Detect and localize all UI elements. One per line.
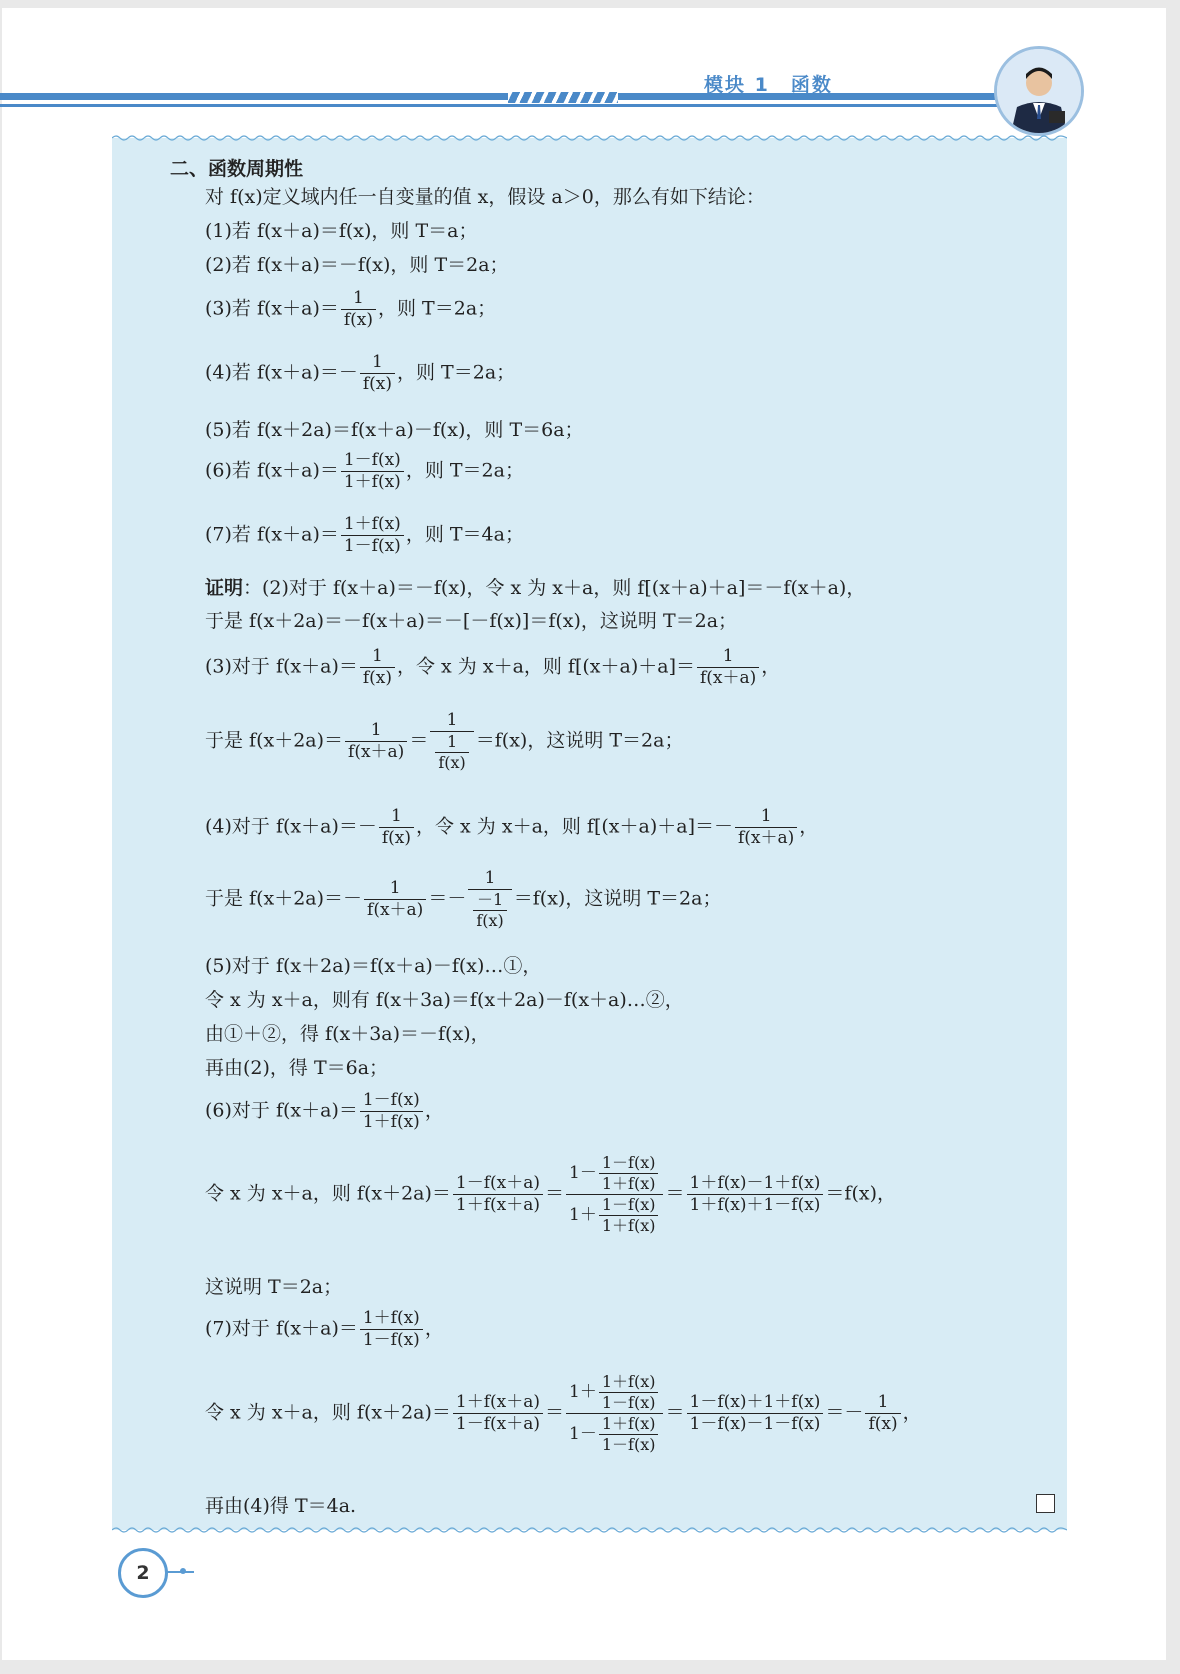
- proof-5-line-4: 再由(2)，得 T＝6a；: [205, 1057, 389, 1079]
- rule-4-rhs: ，则 T＝2a；: [397, 361, 516, 384]
- numerator: －1: [476, 890, 504, 909]
- denominator: f(x): [360, 373, 395, 393]
- numerator: [566, 1155, 663, 1194]
- compound-fraction: [566, 1374, 663, 1453]
- rule-3-rhs: ，则 T＝2a；: [378, 297, 497, 320]
- text: ＝f(x)，这说明 T＝2a；: [475, 729, 684, 752]
- denominator: 1－f(x＋a): [453, 1413, 543, 1433]
- proof-7-line-3: 再由(4)得 T＝4a.: [205, 1495, 357, 1517]
- proof-label: 证明: [205, 577, 244, 599]
- fraction: [687, 1175, 824, 1214]
- numerator: 1＋f(x): [362, 1308, 420, 1328]
- fraction: [345, 722, 407, 761]
- numerator: 1: [372, 646, 383, 666]
- fraction: [453, 1394, 543, 1433]
- denominator: f(x＋a): [735, 827, 797, 847]
- rule-1: (1)若 f(x＋a)＝f(x)，则 T＝a；: [205, 220, 478, 242]
- denominator: f(x): [341, 309, 376, 329]
- section-title: 二、函数周期性: [170, 158, 304, 180]
- text: 1＋: [569, 1382, 597, 1402]
- text: ，: [424, 1099, 444, 1122]
- rule-7: [205, 516, 524, 555]
- text: ＝: [545, 1182, 565, 1205]
- numerator: 1: [722, 646, 734, 666]
- fraction: [360, 1310, 423, 1349]
- text: ＝: [545, 1401, 565, 1424]
- proof-6-line-2: [205, 1155, 896, 1234]
- fraction: [865, 1394, 900, 1433]
- rule-4: [205, 354, 515, 393]
- fraction: [341, 452, 404, 491]
- wave-divider-bottom: [112, 1526, 1067, 1534]
- page-number-dot: [180, 1568, 186, 1574]
- text: 1＋: [569, 1205, 597, 1225]
- denominator: [468, 889, 511, 929]
- text: ，: [424, 1317, 444, 1340]
- text: (6)对于 f(x＋a)＝: [205, 1099, 358, 1122]
- denominator: 1＋f(x): [599, 1215, 659, 1234]
- numerator: 1＋f(x): [601, 1414, 656, 1433]
- denominator: [430, 731, 473, 771]
- denominator: 1－f(x): [599, 1434, 659, 1453]
- fraction: [360, 1092, 423, 1131]
- text: ，令 x 为 x＋a，则 f[(x＋a)＋a]＝: [397, 655, 695, 678]
- fraction: [599, 1197, 659, 1234]
- rule-6: [205, 452, 524, 491]
- text: 1－: [569, 1424, 597, 1444]
- proof-7-line-2: [205, 1374, 922, 1453]
- text: (4)对于 f(x＋a)＝－: [205, 815, 377, 838]
- text: ＝: [665, 1182, 685, 1205]
- text: ，: [761, 655, 781, 678]
- text: ＝－: [428, 887, 467, 910]
- denominator: 1＋f(x): [341, 471, 404, 491]
- wave-divider-top: [112, 134, 1067, 142]
- denominator: f(x): [379, 827, 414, 847]
- text: ＝: [409, 729, 429, 752]
- fraction: [435, 734, 468, 771]
- rule-4-lhs: (4)若 f(x＋a)＝－: [205, 361, 358, 384]
- numerator: 1: [391, 806, 402, 826]
- denominator: f(x＋a): [345, 741, 407, 761]
- fraction: [341, 290, 376, 329]
- fraction: [599, 1374, 659, 1411]
- text: ＝: [665, 1401, 685, 1424]
- fraction: [341, 516, 404, 555]
- numerator: 1: [372, 352, 383, 372]
- proof-7-line-1: [205, 1310, 444, 1349]
- fraction: [364, 880, 426, 919]
- rule-6-rhs: ，则 T＝2a；: [405, 459, 524, 482]
- denominator: [566, 1194, 663, 1234]
- rule-7-lhs: (7)若 f(x＋a)＝: [205, 523, 339, 546]
- denominator: f(x): [360, 667, 395, 687]
- numerator: 1: [446, 710, 458, 730]
- numerator: 1－f(x): [601, 1153, 656, 1172]
- rule-2: (2)若 f(x＋a)＝－f(x)，则 T＝2a；: [205, 254, 509, 276]
- proof-6-line-3: 这说明 T＝2a；: [205, 1276, 343, 1298]
- numerator: 1＋f(x): [601, 1372, 656, 1391]
- proof-3-line-2: [205, 712, 683, 771]
- intro-text: 对 f(x)定义域内任一自变量的值 x，假设 a＞0，那么有如下结论：: [205, 186, 765, 208]
- fraction: [599, 1416, 659, 1453]
- denominator: f(x＋a): [364, 899, 426, 919]
- proof-5-line-2: 令 x 为 x＋a，则有 f(x＋3a)＝f(x＋2a)－f(x＋a)…②，: [205, 989, 684, 1011]
- proof-6-line-1: [205, 1092, 444, 1131]
- numerator: 1－f(x): [362, 1090, 420, 1110]
- numerator: 1: [484, 868, 496, 888]
- numerator: 1－f(x): [343, 450, 401, 470]
- denominator: 1－f(x): [599, 1392, 659, 1411]
- person-icon: [997, 49, 1081, 133]
- denominator: f(x): [435, 752, 468, 771]
- denominator: 1＋f(x): [599, 1173, 659, 1192]
- text: 令 x 为 x＋a，则 f(x＋2a)＝: [205, 1182, 451, 1205]
- denominator: [566, 1413, 663, 1453]
- proof-2-line-1: [205, 579, 865, 598]
- text: ＝f(x)，这说明 T＝2a；: [513, 887, 722, 910]
- compound-fraction: [468, 870, 511, 929]
- proof-5-line-1: (5)对于 f(x＋2a)＝f(x＋a)－f(x)…①，: [205, 955, 542, 977]
- proof-4-line-2: [205, 870, 721, 929]
- text: ＝f(x)，: [825, 1182, 896, 1205]
- fraction: [379, 808, 414, 847]
- numerator: 1＋f(x＋a): [455, 1392, 541, 1412]
- denominator: f(x): [865, 1413, 900, 1433]
- text: ，令 x 为 x＋a，则 f[(x＋a)＋a]＝－: [416, 815, 733, 838]
- qed-box-icon: [1036, 1494, 1055, 1513]
- fraction: [360, 648, 395, 687]
- compound-fraction: [430, 712, 473, 771]
- header-rule-thin: [0, 104, 1080, 107]
- denominator: 1＋f(x): [360, 1111, 423, 1131]
- numerator: 1－f(x)＋1＋f(x): [689, 1392, 821, 1412]
- text: ，: [799, 815, 819, 838]
- numerator: [566, 1374, 663, 1413]
- numerator: 1: [389, 878, 401, 898]
- numerator: 1: [877, 1392, 889, 1412]
- text: (7)对于 f(x＋a)＝: [205, 1317, 358, 1340]
- numerator: 1: [760, 806, 772, 826]
- numerator: 1: [370, 720, 382, 740]
- compound-fraction: [566, 1155, 663, 1234]
- fraction: [453, 1175, 543, 1214]
- page-number: 2: [118, 1548, 168, 1598]
- numerator: 1＋f(x): [343, 514, 401, 534]
- numerator: 1＋f(x)－1＋f(x): [689, 1173, 821, 1193]
- fraction: [473, 892, 506, 929]
- denominator: f(x＋a): [697, 667, 759, 687]
- proof-2-text: ：(2)对于 f(x＋a)＝－f(x)，令 x 为 x＋a，则 f[(x＋a)＋a]＝－f(x＋a)，: [243, 577, 866, 599]
- text: 于是 f(x＋2a)＝－: [205, 887, 363, 910]
- rule-3-lhs: (3)若 f(x＋a)＝: [205, 297, 339, 320]
- text: 1－: [569, 1163, 597, 1183]
- header-stripes: [508, 92, 618, 103]
- proof-5-line-3: 由①＋②，得 f(x＋3a)＝－f(x)，: [205, 1023, 490, 1045]
- numerator: 1－f(x＋a): [455, 1173, 541, 1193]
- fraction: [599, 1155, 659, 1192]
- proof-2-line-2: 于是 f(x＋2a)＝－f(x＋a)＝－[－f(x)]＝f(x)，这说明 T＝2a；: [205, 610, 738, 632]
- denominator: 1－f(x): [341, 535, 404, 555]
- denominator: 1＋f(x＋a): [453, 1194, 543, 1214]
- numerator: 1－f(x): [601, 1195, 656, 1214]
- fraction: [360, 354, 395, 393]
- module-title: 模块 1 函数: [704, 74, 833, 96]
- denominator: 1－f(x): [360, 1329, 423, 1349]
- text: ＝－: [825, 1401, 864, 1424]
- rule-6-lhs: (6)若 f(x＋a)＝: [205, 459, 339, 482]
- fraction: [687, 1394, 824, 1433]
- text: 于是 f(x＋2a)＝: [205, 729, 344, 752]
- text: ，: [902, 1401, 922, 1424]
- proof-3-line-1: [205, 648, 780, 687]
- proof-4-line-1: [205, 808, 818, 847]
- denominator: f(x): [473, 910, 506, 929]
- rule-5: (5)若 f(x＋2a)＝f(x＋a)－f(x)，则 T＝6a；: [205, 419, 584, 441]
- rule-7-rhs: ，则 T＝4a；: [405, 523, 524, 546]
- rule-3: [205, 290, 496, 329]
- fraction: [697, 648, 759, 687]
- fraction: [735, 808, 797, 847]
- numerator: 1: [353, 288, 364, 308]
- numerator: 1: [446, 732, 458, 751]
- text: 令 x 为 x＋a，则 f(x＋2a)＝: [205, 1401, 451, 1424]
- text: (3)对于 f(x＋a)＝: [205, 655, 358, 678]
- denominator: 1－f(x)－1－f(x): [687, 1413, 824, 1433]
- denominator: 1＋f(x)＋1－f(x): [687, 1194, 824, 1214]
- author-avatar: [994, 46, 1084, 136]
